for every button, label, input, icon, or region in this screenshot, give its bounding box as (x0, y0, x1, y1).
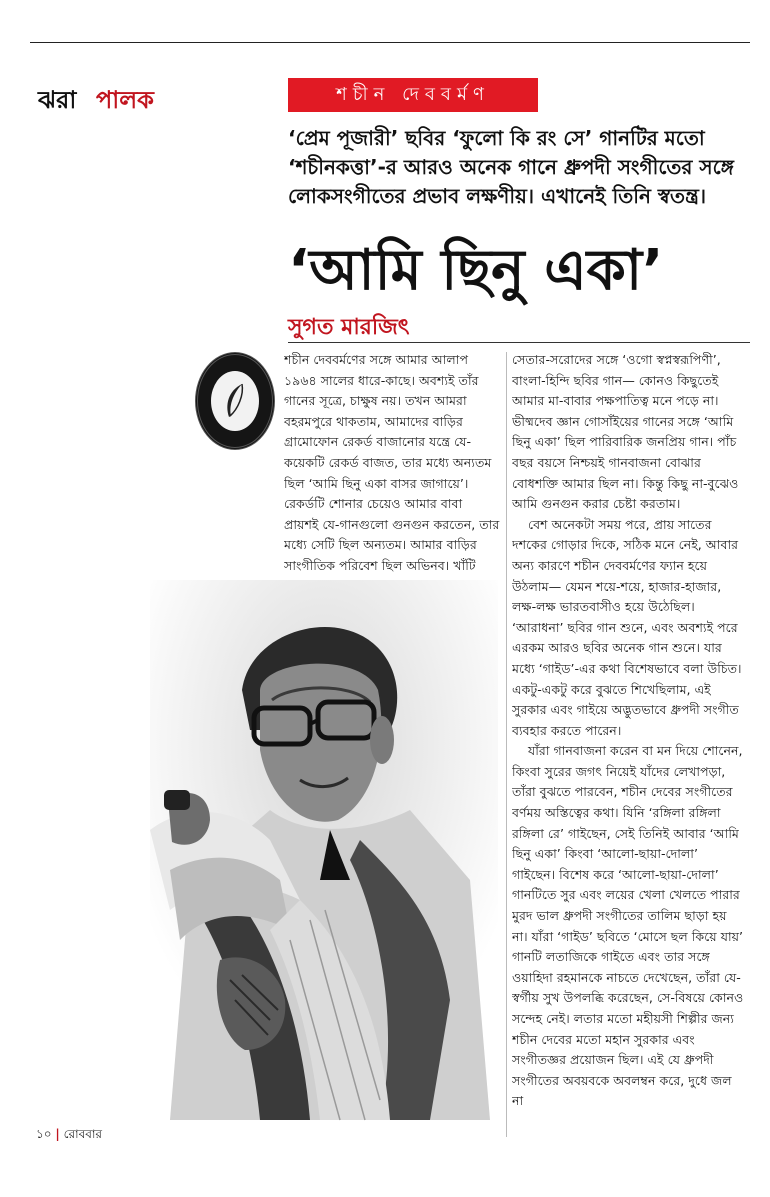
top-rule (30, 42, 750, 43)
section-label-black: ঝরা (38, 86, 77, 114)
author-byline: সুগত মারজিৎ (288, 315, 410, 340)
column-1 (284, 350, 500, 600)
page-number: ১০ (36, 1127, 52, 1141)
section-label-red: পালক (96, 86, 154, 114)
subject-banner: শচীন দেববর্মণ (288, 78, 538, 112)
footer-separator: | (55, 1127, 60, 1141)
column-divider (506, 352, 507, 1137)
portrait-photo (150, 580, 498, 1130)
byline-rule (288, 342, 750, 343)
page-footer (36, 1126, 102, 1146)
article-deck: ‘প্রেম পূজারী’ ছবির ‘ফুলো কি রং সে’ গানটির মতো ‘শচীনকত্তা’-র আরও অনেক গানে ধ্রুপদী সংগীতের সঙ্গে লোকসংগীতের প্রভাব লক্ষণীয়। এখানেই তিনি স্বতন্ত্র। (288, 126, 734, 208)
column-2-paragraph: বেশ অনেকটা সময় পরে, প্রায় সাতের দশকের গোড়ার দিকে, সঠিক মনে নেই, আবার অন্য কারণে শচীন দেববর্মণের ফ্যান হয়ে উঠলাম— যেমন শয়ে-শয়ে, হাজার-হাজার, লক্ষ-লক্ষ ভারতবাসীও হয়ে উঠেছিল। ‘আরাধনা’ ছবির গান শুনে, এবং অবশ্যই পরে এরকম আরও ছবির অনেক গান শুনে। যার মধ্যে ‘গাইড’-এর কথা বিশেষভাবে বলা উচিত। একটু-একটু করে বুঝতে শিখেছিলাম, এই সুরকার এবং গাইয়ে অদ্ভুতভাবে ধ্রুপদী সংগীত ব্যবহার করতে পারেন। (512, 516, 742, 738)
column-2 (512, 350, 744, 1140)
column-2-paragraph: যাঁরা গানবাজনা করেন বা মন দিয়ে শোনেন, কিংবা সুরের জগৎ নিয়েই যাঁদের লেখাপড়া, তাঁরা বুঝতে পারবেন, শচীন দেবের সংগীতের বর্ণময় অস্তিত্বের কথা। যিনি ‘রঙ্গিলা রঙ্গিলা রঙ্গিলা রে’ গাইছেন, সেই তিনিই আবার ‘আমি ছিনু একা’ কিংবা ‘আলো-ছায়া-দোলা’ গাইছেন। বিশেষ করে ‘আলো-ছায়া-দোলা’ গানটিতে সুর এবং লয়ের খেলা খেলতে পারার মুরদ ভাল ধ্রুপদী সংগীতের তালিম ছাড়া হয় না। যাঁরা ‘গাইড’ ছবিতে ‘মোসে ছল কিয়ে যায়’ গানটি লতাজিকে গাইতে এবং তার সঙ্গে ওয়াহিদা রহমানকে নাচতে দেখেছেন, তাঁরা যে-স্বর্গীয় সুখ উপলব্ধি করেছেন, সে-বিষয়ে কোনও সন্দেহ নেই। লতার মতো মহীয়সী শিল্পীর জন্য শচীন দেবের মতো মহান সুরকার এবং সংগীতজ্ঞর প্রয়োজন ছিল। এই যে ধ্রুপদী সংগীতের অবয়বকে অবলম্বন করে, দুধে জল না (512, 743, 744, 1109)
feather-icon (211, 371, 259, 431)
publication-name: রোববার (63, 1127, 103, 1141)
feather-emblem (195, 352, 275, 450)
column-2-paragraph: সেতার-সরোদের সঙ্গে ‘ওগো স্বপ্নস্বরূপিণী’, বাংলা-হিন্দি ছবির গান— কোনও কিছুতেই আমার মা-বাবার পক্ষপাতিত্ব মনে পড়ে না। ভীষ্মদেব জ্ঞান গোসাঁইয়ের গানের সঙ্গে ‘আমি ছিনু একা’ ছিল পারিবারিক জনপ্রিয় গান। পাঁচ বছর বয়সে নিশ্চয়ই গানবাজনা বোঝার বোধশক্তি আমার ছিল না। কিন্তু কিছু না-বুঝেও আমি গুনগুন করার চেষ্টা করতাম। (512, 352, 739, 512)
article-headline: ‘আমি ছিনু একা’ (288, 238, 664, 303)
column-1-paragraph: শচীন দেববর্মণের সঙ্গে আমার আলাপ ১৯৬৪ সালের ধারে-কাছে। অবশ্যই তাঁর গানের সূত্রে, চাক্ষুষ নয়। তখন আমরা বহরমপুরে থাকতাম, আমাদের বাড়ির গ্রামোফোন রেকর্ড বাজানোর যন্ত্রে যে-কয়েকটি রেকর্ড বাজত, তার মধ্যে অন্যতম ছিল ‘আমি ছিনু একা বাসর জাগায়ে’। রেকর্ডটি শোনার চেয়েও আমার বাবা প্রায়শই যে-গানগুলো গুনগুন করতেন, তার মধ্যে সেটি ছিল অন্যতম। আমার বাড়ির সাংগীতিক পরিবেশ ছিল অভিনব। খাঁটি (284, 352, 500, 573)
